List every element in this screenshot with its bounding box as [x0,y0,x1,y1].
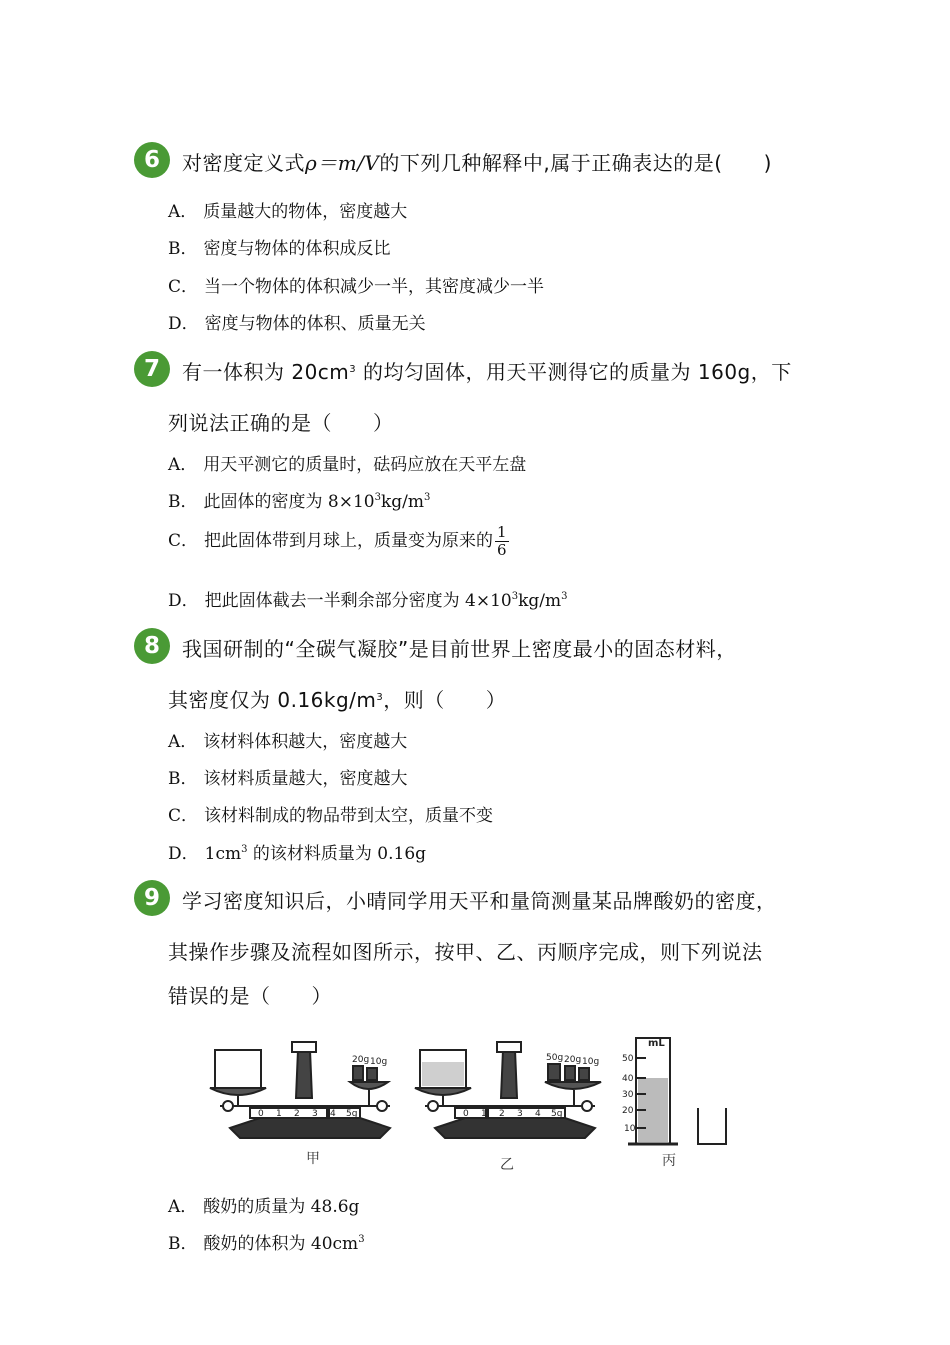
weight-label: 50g [546,1053,564,1063]
cylinder-tick: 10 [624,1124,636,1134]
scale-tick: 3 [312,1109,318,1119]
scale-tick: 1 [276,1109,282,1119]
option-a: A． 该材料体积越大，密度越大 [168,732,408,752]
weight-10g [367,1068,377,1080]
cylinder-tick: 20 [622,1106,634,1116]
question-stem: 对密度定义式ρ＝m/V的下列几种解释中,属于正确表达的是( ) [182,151,772,175]
option-a: A． 用天平测它的质量时，砝码应放在天平左盘 [168,455,527,475]
cylinder-unit: mL [648,1038,665,1049]
question-number-badge: 9 [134,880,170,916]
fraction-one-sixth: $\frac{1}{6}$ [497,523,507,559]
question-stem-line2: 列说法正确的是（ ） [168,411,394,435]
option-c: C． 把此固体带到月球上，质量变为原来的 $\frac{1}{6}$ [168,523,507,559]
question-number-badge: 6 [134,142,170,178]
question-stem-line1: 我国研制的“全碳气凝胶”是目前世界上密度最小的固态材料， [182,637,737,661]
empty-beaker [215,1050,261,1088]
question-stem-line2: 其操作步骤及流程如图所示，按甲、乙、丙顺序完成，则下列说法 [168,940,763,964]
dial [292,1042,316,1052]
option-b: B． 此固体的密度为 $8\times 10^3kg/m^3$ [168,492,431,512]
cylinder-tick: 40 [622,1074,634,1084]
option-d: D． 密度与物体的体积、质量无关 [168,314,426,334]
scale-tick: 4 [535,1109,541,1119]
experiment-diagram [200,1020,760,1180]
question-number-badge: 7 [134,351,170,387]
scale-tick: 2 [499,1109,505,1119]
pointer-column [296,1050,312,1098]
weight-20g [565,1066,575,1080]
caption-yi: 乙 [500,1157,514,1173]
option-d: D． $1cm^3$ 的该材料质量为 0.16g [168,844,427,864]
scale-tick: 0 [258,1109,264,1119]
question-number-badge: 8 [134,628,170,664]
graduated-cylinder [628,1038,678,1144]
caption-bing: 丙 [662,1153,676,1169]
empty-small-beaker [698,1108,726,1144]
question-stem-line2: 其密度仅为 $0.16kg/m^3$，则（ ） [168,688,507,712]
question-stem-line1: 有一体积为 $20cm^3$ 的均匀固体，用天平测得它的质量为 160g，下 [182,360,792,384]
weight-label: 10g [582,1057,600,1067]
scale-tick: 4 [330,1109,336,1119]
option-b: B． 酸奶的体积为 $40cm^3$ [168,1234,365,1254]
question-stem-line3: 错误的是（ ） [168,984,332,1008]
question-stem-line1: 学习密度知识后，小晴同学用天平和量筒测量某品牌酸奶的密度， [182,889,777,913]
option-a: A． 酸奶的质量为 48.6g [168,1197,360,1217]
scale-tick: 0 [463,1109,469,1119]
option-d: D． 把此固体截去一半剩余部分密度为 $4\times 10^3kg/m^3$ [168,591,568,611]
scale-tick: 1 [481,1109,487,1119]
scale-tick: 3 [517,1109,523,1119]
base [230,1118,390,1138]
option-c: C． 该材料制成的物品带到太空，质量不变 [168,806,494,826]
option-a: A． 质量越大的物体，密度越大 [168,202,408,222]
scale-tick: 2 [294,1109,300,1119]
cylinder-tick: 30 [622,1090,634,1100]
cylinder-tick: 50 [622,1054,634,1064]
option-b: B． 该材料质量越大，密度越大 [168,769,408,789]
weight-10g [579,1068,589,1080]
density-formula: ρ＝m/V [305,151,380,175]
weight-label: 10g [370,1057,388,1067]
scale-tick: 5g [551,1109,563,1119]
weight-20g [353,1066,363,1080]
option-b: B． 密度与物体的体积成反比 [168,239,391,259]
weight-label: 20g [352,1055,370,1065]
weight-50g [548,1064,560,1080]
scale-tick: 5g [346,1109,358,1119]
weight-label: 20g [564,1055,582,1065]
caption-jia: 甲 [306,1151,320,1167]
option-c: C． 当一个物体的体积减少一半，其密度减少一半 [168,277,545,297]
experiment-figure [200,1020,760,1180]
